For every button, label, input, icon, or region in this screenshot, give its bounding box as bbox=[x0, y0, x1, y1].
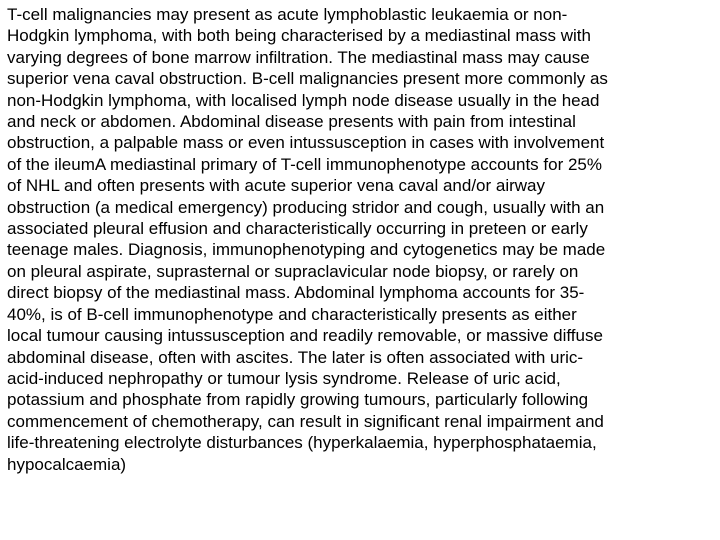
text-line: and neck or abdomen. Abdominal disease presents with pain from intestinal bbox=[7, 112, 576, 132]
text-line: of NHL and often presents with acute superior vena caval and/or airway bbox=[7, 176, 545, 196]
text-line: T-cell malignancies may present as acute lymphoblastic leukaemia or non- bbox=[7, 5, 568, 24]
text-line: hypocalcaemia) bbox=[7, 454, 127, 474]
text-line: life-threatening electrolyte disturbances (hyperkalaemia, hyperphosphataemia, bbox=[7, 433, 597, 453]
text-line: Hodgkin lymphoma, with both being characterised by a mediastinal mass with bbox=[7, 26, 591, 46]
text-line: associated pleural effusion and characteristically occurring in preteen or early bbox=[7, 219, 588, 239]
body-paragraph bbox=[7, 4, 716, 475]
text-line: acid-induced nephropathy or tumour lysis syndrome. Release of uric acid, bbox=[7, 368, 561, 388]
text-line: of the ileumA mediastinal primary of T-cell immunophenotype accounts for 25% bbox=[7, 154, 602, 174]
text-line: commencement of chemotherapy, can result in significant renal impairment and bbox=[7, 411, 604, 431]
text-line: teenage males. Diagnosis, immunophenotyping and cytogenetics may be made bbox=[7, 240, 606, 260]
text-line: superior vena caval obstruction. B-cell malignancies present more commonly as bbox=[7, 69, 608, 89]
text-line: abdominal disease, often with ascites. The later is often associated with uric- bbox=[7, 347, 584, 367]
text-line: on pleural aspirate, suprasternal or supraclavicular node biopsy, or rarely on bbox=[7, 261, 579, 281]
text-line: potassium and phosphate from rapidly growing tumours, particularly following bbox=[7, 390, 589, 410]
text-line: non-Hodgkin lymphoma, with localised lymph node disease usually in the head bbox=[7, 90, 600, 110]
text-line: direct biopsy of the mediastinal mass. Abdominal lymphoma accounts for 35- bbox=[7, 283, 585, 303]
text-line: local tumour causing intussusception and readily removable, or massive diffuse bbox=[7, 326, 603, 346]
text-line: obstruction, a palpable mass or even intussusception in cases with involvement bbox=[7, 133, 605, 153]
text-line: obstruction (a medical emergency) producing stridor and cough, usually with an bbox=[7, 197, 605, 217]
text-line: varying degrees of bone marrow infiltration. The mediastinal mass may cause bbox=[7, 47, 590, 67]
text-line: 40%, is of B-cell immunophenotype and characteristically presents as either bbox=[7, 304, 577, 324]
